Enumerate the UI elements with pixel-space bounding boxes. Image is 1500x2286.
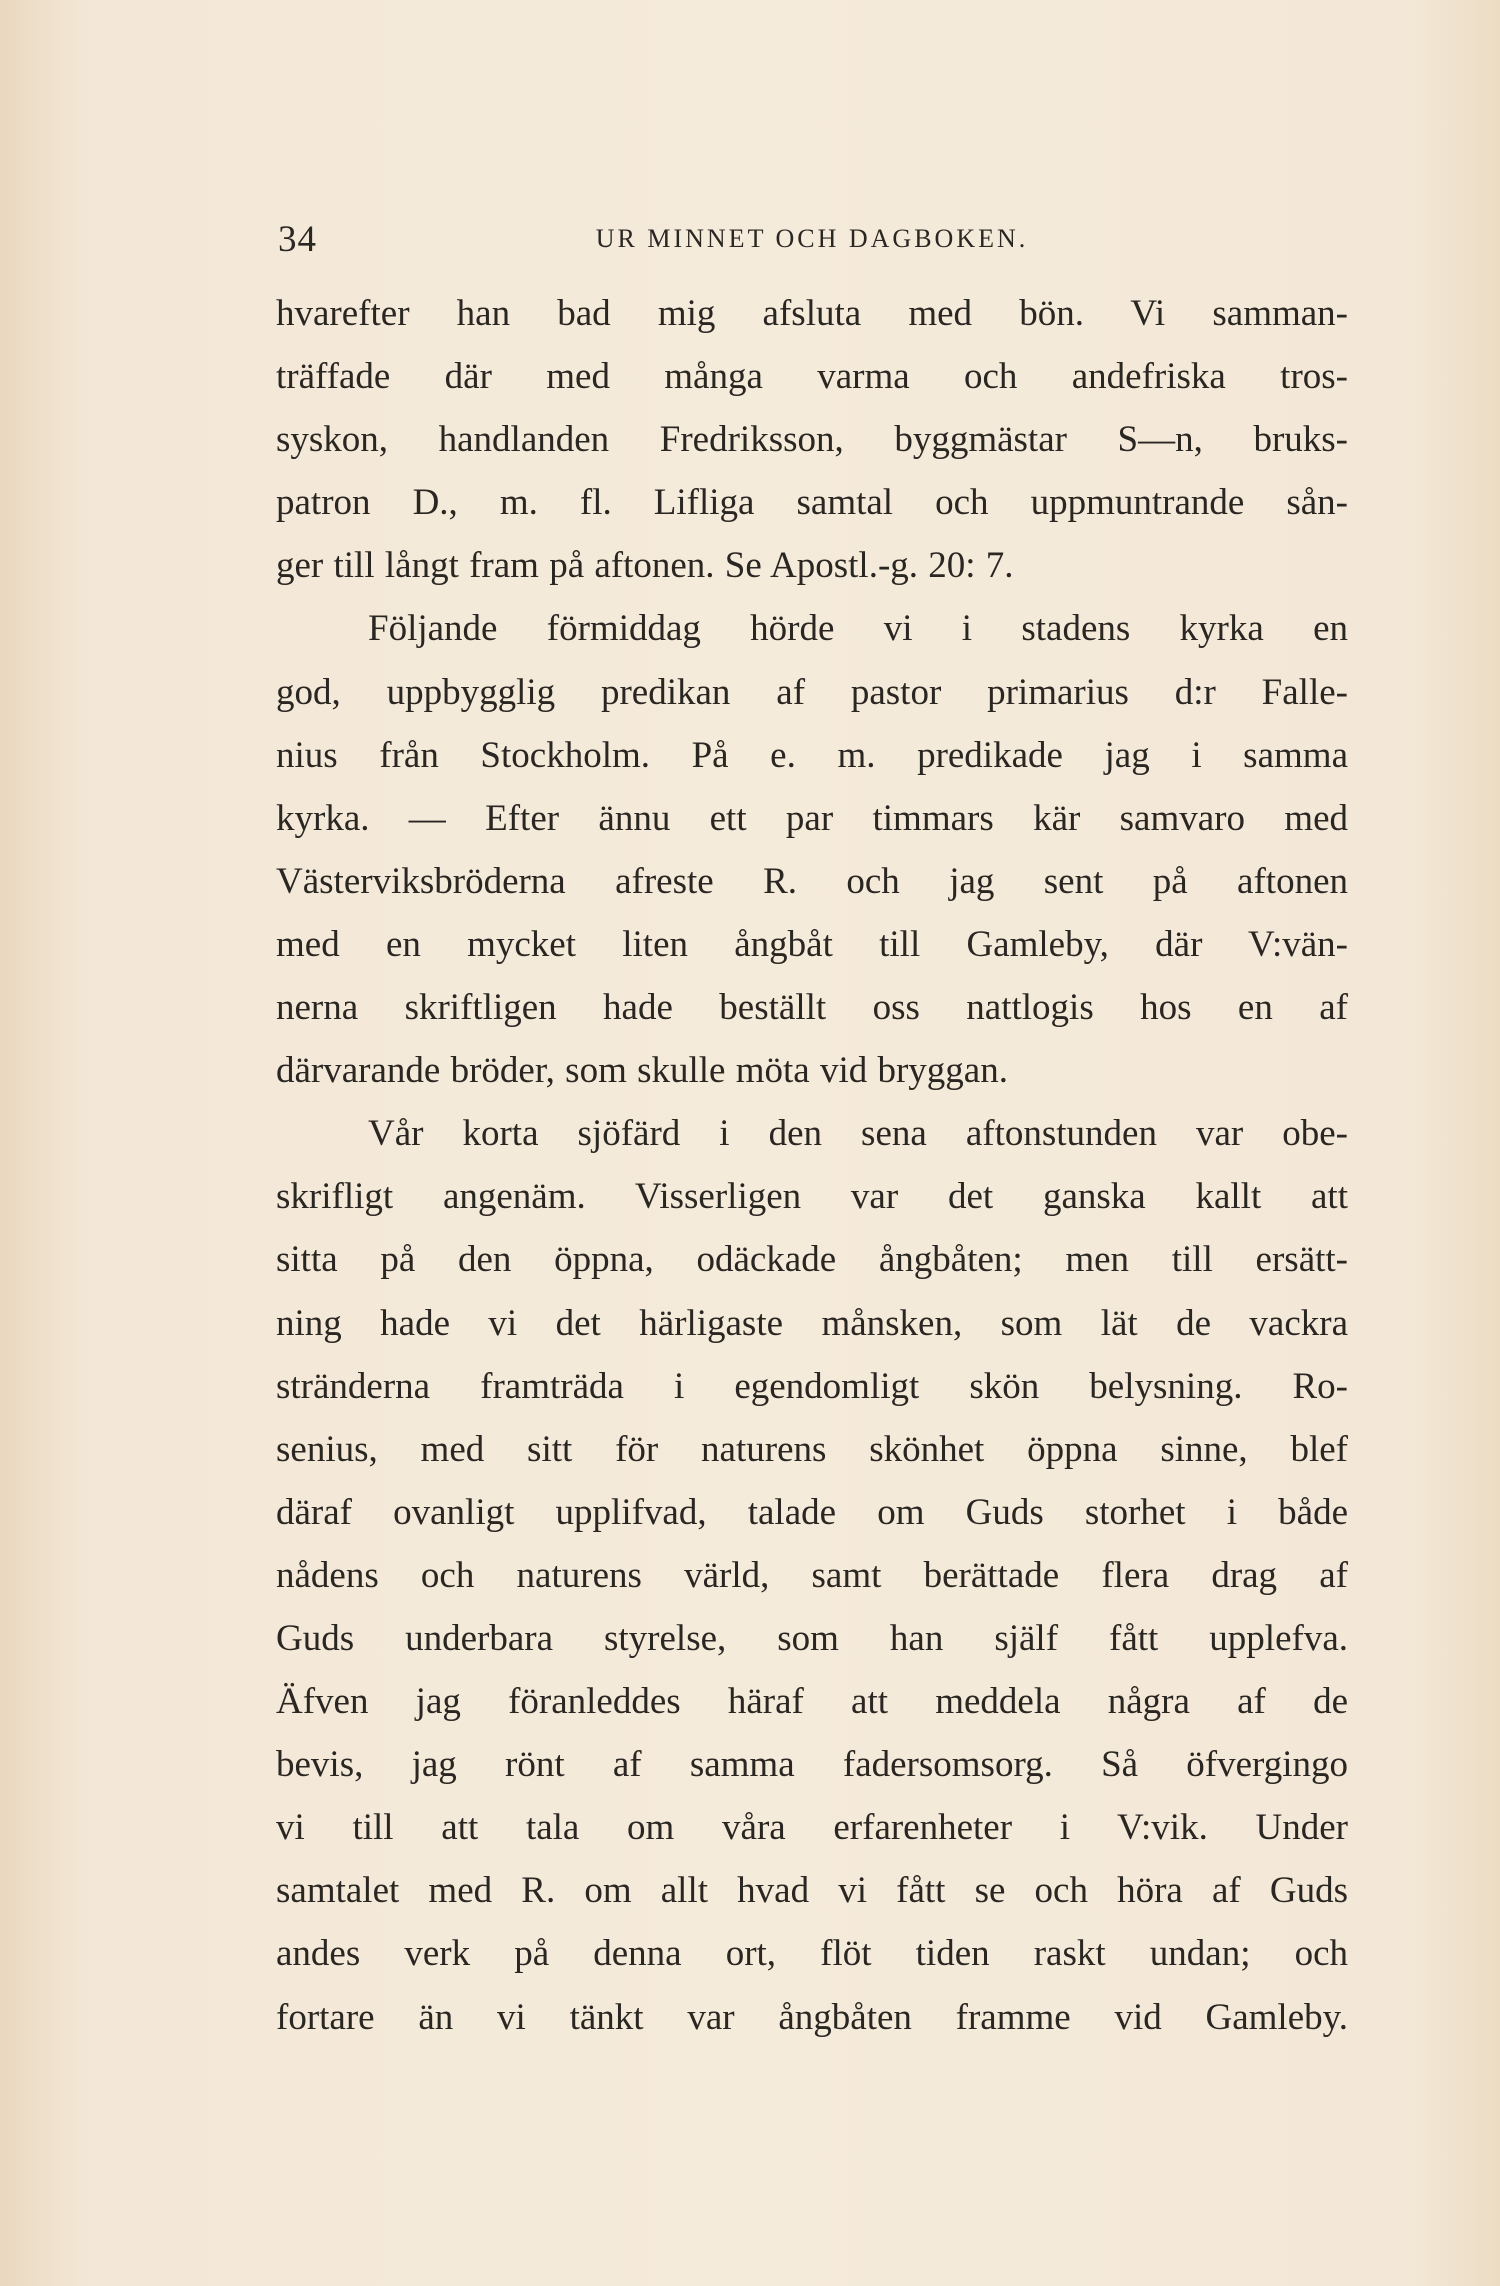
page-number: 34: [278, 219, 317, 260]
text-line: nius från Stockholm. På e. m. predikade jag i samma: [276, 734, 1348, 776]
text-line: Följande förmiddag hörde vi i stadens kyrka en: [368, 608, 1348, 650]
text-line: Äfven jag föranleddes häraf att meddela några af de: [276, 1681, 1348, 1723]
text-line: vi till att tala om våra erfarenheter i V:vik. Under: [276, 1807, 1348, 1849]
text-line: Guds underbara styrelse, som han själf fått upplefva.: [276, 1617, 1348, 1659]
text-line: hvarefter han bad mig afsluta med bön. Vi samman-: [276, 293, 1348, 334]
text-line: ger till långt fram på aftonen. Se Apostl.-g. 20: 7.: [276, 545, 1014, 587]
text-line: ning hade vi det härligaste månsken, som lät de vackra: [276, 1302, 1348, 1344]
text-line: sitta på den öppna, odäckade ångbåten; men till ersätt-: [276, 1239, 1348, 1281]
text-line: Västerviksbröderna afreste R. och jag sent på aftonen: [276, 860, 1348, 902]
text-line: stränderna framträda i egendomligt skön belysning. Ro-: [276, 1365, 1348, 1407]
text-line: med en mycket liten ångbåt till Gamleby, där V:vän-: [276, 923, 1348, 965]
text-line: nådens och naturens värld, samt berättade flera drag af: [276, 1554, 1348, 1596]
text-line: däraf ovanligt upplifvad, talade om Guds storhet i både: [276, 1491, 1348, 1533]
text-line: skrifligt angenäm. Visserligen var det ganska kallt att: [276, 1176, 1348, 1218]
text-line: därvarande bröder, som skulle möta vid bryggan.: [276, 1050, 1008, 1092]
text-line: fortare än vi tänkt var ångbåten framme vid Gamleby.: [276, 1996, 1348, 2038]
text-line: samtalet med R. om allt hvad vi fått se och höra af Guds: [276, 1870, 1348, 1912]
running-head: UR MINNET OCH DAGBOKEN.: [595, 224, 1029, 253]
text-line: Vår korta sjöfärd i den sena aftonstunden var obe-: [368, 1113, 1348, 1155]
text-line: patron D., m. fl. Lifliga samtal och uppmuntrande sån-: [276, 482, 1348, 524]
text-line: bevis, jag rönt af samma fadersomsorg. Så öfvergingo: [276, 1744, 1348, 1786]
text-line: nerna skriftligen hade beställt oss nattlogis hos en af: [276, 987, 1348, 1029]
text-line: senius, med sitt för naturens skönhet öppna sinne, blef: [276, 1428, 1348, 1470]
body-text: [276, 282, 1348, 2049]
text-line: andes verk på denna ort, flöt tiden raskt undan; och: [276, 1933, 1348, 1975]
text-line: kyrka. — Efter ännu ett par timmars kär samvaro med: [276, 797, 1348, 839]
text-line: syskon, handlanden Fredriksson, byggmästar S—n, bruks-: [276, 419, 1348, 461]
text-line: god, uppbygglig predikan af pastor primarius d:r Falle-: [276, 671, 1348, 713]
page-header: [278, 218, 1346, 268]
text-line: träffade där med många varma och andefriska tros-: [276, 356, 1348, 398]
